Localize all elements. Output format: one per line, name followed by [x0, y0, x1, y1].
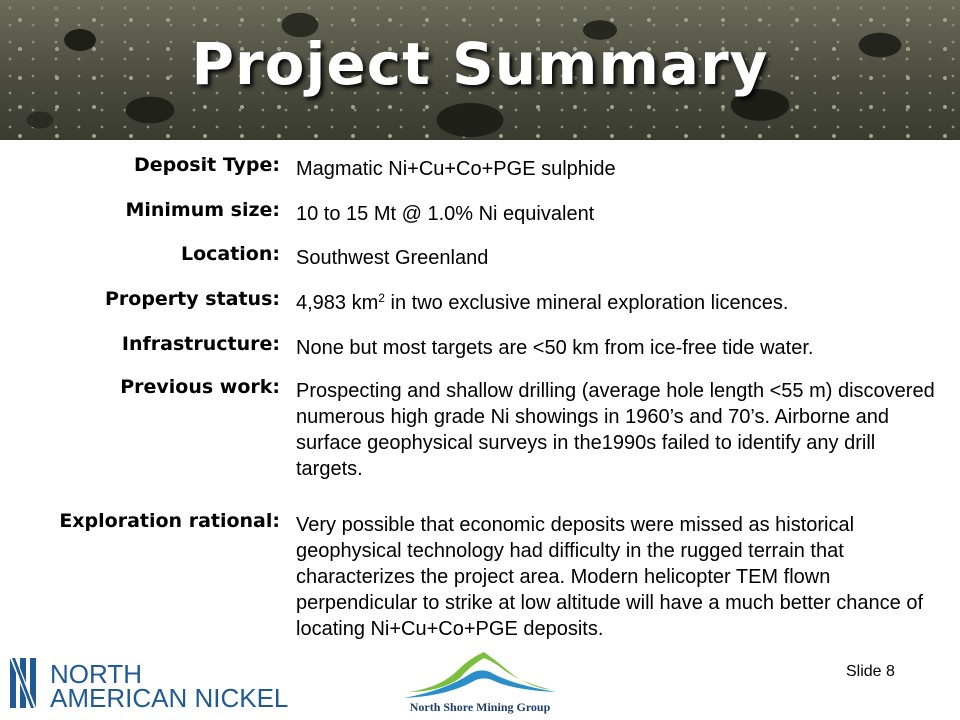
value-part: 4,983 km: [296, 292, 379, 314]
north-shore-mining-logo: [400, 648, 560, 718]
row-value: None but most targets are <50 km from ice-free tide water.: [296, 337, 814, 359]
logo-caption: North Shore Mining Group: [409, 700, 551, 714]
superscript: 2: [378, 291, 385, 305]
page-title: Project Summary: [191, 30, 769, 98]
row-label: Deposit Type:: [133, 154, 280, 176]
row-value: Magmatic Ni+Cu+Co+PGE sulphide: [296, 158, 616, 180]
row-label: Infrastructure:: [121, 333, 280, 355]
row-value: Southwest Greenland: [296, 247, 489, 269]
row-value: [296, 290, 944, 316]
logo-wordmark: [50, 659, 289, 713]
header-banner: [0, 0, 960, 140]
row-label: Previous work:: [120, 376, 280, 398]
logo-line-2: AMERICAN NICKEL: [50, 683, 289, 713]
row-label: Exploration rational:: [59, 510, 280, 532]
row-label: Minimum size:: [125, 199, 280, 221]
slide-number: Slide 8: [846, 663, 895, 680]
value-part: in two exclusive mineral exploration licences.: [384, 292, 789, 314]
row-label: Location:: [180, 243, 280, 265]
row-value: Prospecting and shallow drilling (average hole length <55 m) discovered numerous high grade Ni showings in 1960’s and 70’s. Airborne and surface geophysical surveys in the1990s failed to identify any drill targets.: [296, 380, 935, 480]
north-american-nickel-logo-icon: [8, 654, 48, 712]
mountain-logo-icon: [400, 648, 560, 702]
north-american-nickel-logo: [8, 654, 289, 713]
row-value: Very possible that economic deposits were missed as historical geophysical technology had difficulty in the rugged terrain that characterizes the project area. Modern helicopter TEM flown perpendicular to strike at low altitude will have a much better chance of locating Ni+Cu+Co+PGE deposits.: [296, 514, 924, 640]
row-value: 10 to 15 Mt @ 1.0% Ni equivalent: [296, 203, 595, 225]
row-label: Property status:: [104, 288, 280, 310]
logo-line-1: NORTH: [50, 659, 142, 689]
